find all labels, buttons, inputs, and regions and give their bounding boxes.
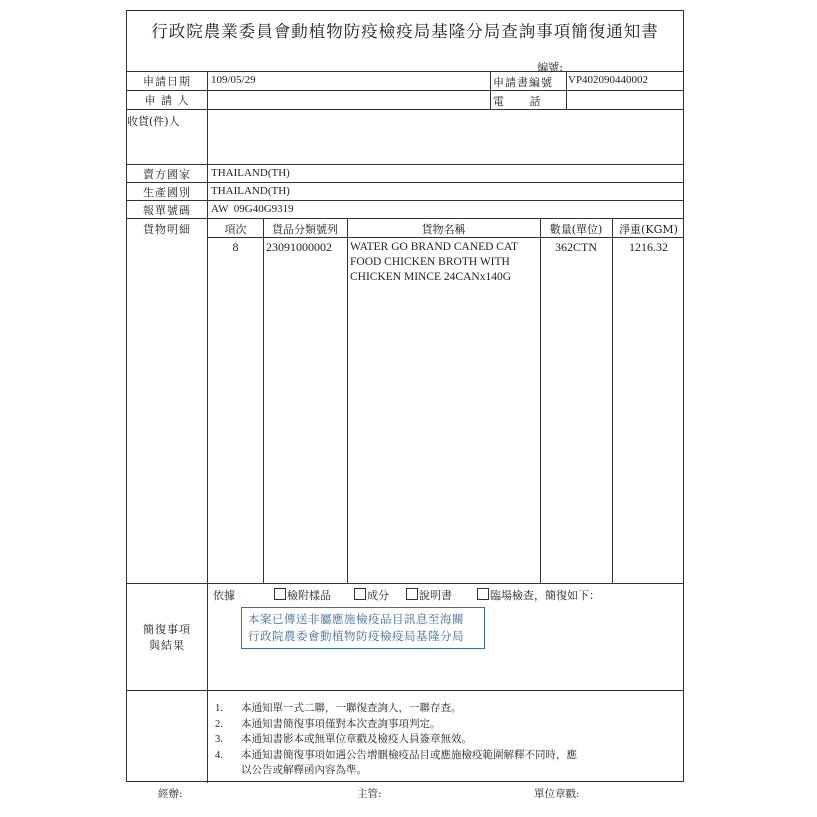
phone-label: 電 話 xyxy=(493,95,541,108)
apply-date-label: 申請日期 xyxy=(127,72,208,90)
official-stamp: 本案已傳送非屬應施檢疫品目訊息至海關 行政院農委會動植物防疫檢疫局基隆分局 xyxy=(241,607,485,649)
declaration-no-label: 報單號碼 xyxy=(127,201,208,218)
declaration-no-row xyxy=(127,200,683,218)
net-weight: 1216.32 xyxy=(629,240,668,254)
option-sample[interactable]: 檢附樣品 xyxy=(274,589,331,602)
notes-label xyxy=(127,691,208,783)
header-item: 項次 xyxy=(224,223,247,236)
header-quantity: 數量(單位) xyxy=(549,223,603,236)
applicant-row xyxy=(127,90,683,109)
goods-detail-section xyxy=(127,218,683,583)
apply-date-value: 109/05/29 xyxy=(211,74,256,86)
option-manual[interactable]: 說明書 xyxy=(406,589,452,602)
apply-no-label: 申請書編號 xyxy=(493,76,553,89)
unit-seal-label: 單位章戳: xyxy=(534,788,580,800)
apply-date-row xyxy=(127,71,683,90)
option-ingredients[interactable]: 成分 xyxy=(354,589,389,602)
origin-country-value: THAILAND(TH) xyxy=(211,185,290,197)
checkbox-icon xyxy=(477,588,489,600)
form-title: 行政院農業委員會動植物防疫檢疫局基隆分局查詢事項簡復通知書 xyxy=(151,22,659,41)
basis-label: 依據 xyxy=(213,589,235,602)
basis-line: 依據 檢附樣品 成分 說明書 臨場檢查，簡復如下： xyxy=(213,589,600,602)
note-item: 以公告或解釋函內容為準。 xyxy=(241,764,367,776)
goods-name: WATER GO BRAND CANED CAT FOOD CHICKEN BROTH WITH CHICKEN MINCE 24CANx140G xyxy=(350,241,519,283)
handler-label: 經辦: xyxy=(158,788,183,800)
seller-country-value: THAILAND(TH) xyxy=(211,167,290,179)
supervisor-label: 主管: xyxy=(357,788,382,800)
quantity: 362CTN xyxy=(555,240,597,254)
note-item: 1. 本通知單一式二聯，一聯復查詢人，一聯存查。 xyxy=(215,702,462,714)
note-item: 2. 本通知書簡復事項僅對本次查詢事項判定。 xyxy=(215,717,441,730)
consignee-label: 收貨(件)人 xyxy=(127,110,208,164)
seller-country-label: 賣方國家 xyxy=(127,165,208,182)
notes-list xyxy=(215,701,577,779)
consignee-row xyxy=(127,109,683,164)
header-net-weight: 淨重(KGM) xyxy=(619,223,678,236)
apply-no-value: VP402090440002 xyxy=(568,74,649,86)
origin-country-label: 生產國別 xyxy=(127,183,208,200)
checkbox-icon xyxy=(406,588,418,600)
header-code: 貨品分類號列 xyxy=(272,223,338,236)
serial-number-label: 編號: xyxy=(537,61,563,74)
checkbox-icon xyxy=(274,588,286,600)
option-inspection[interactable]: 臨場檢查 xyxy=(477,589,534,602)
seller-country-row xyxy=(127,164,683,182)
origin-country-row xyxy=(127,182,683,200)
checkbox-icon xyxy=(354,588,366,600)
reply-label: 簡復事項 與結果 xyxy=(127,584,208,690)
tariff-code: 23091000002 xyxy=(266,240,332,254)
note-item: 4. 本通知書簡復事項如遇公告增刪檢疫品目或應施檢疫範圍解釋不同時，應 xyxy=(215,748,577,761)
notice-form xyxy=(126,10,684,782)
item-number: 8 xyxy=(232,240,239,254)
note-item: 3. 本通知書影本或無單位章戳及檢疫人員簽章無效。 xyxy=(215,733,472,745)
applicant-label: 申 請 人 xyxy=(127,91,208,109)
header-name: 貨物名稱 xyxy=(421,223,466,236)
declaration-no-value: AW 09G40G9319 xyxy=(211,203,294,215)
goods-detail-label: 貨物明細 xyxy=(127,219,208,583)
